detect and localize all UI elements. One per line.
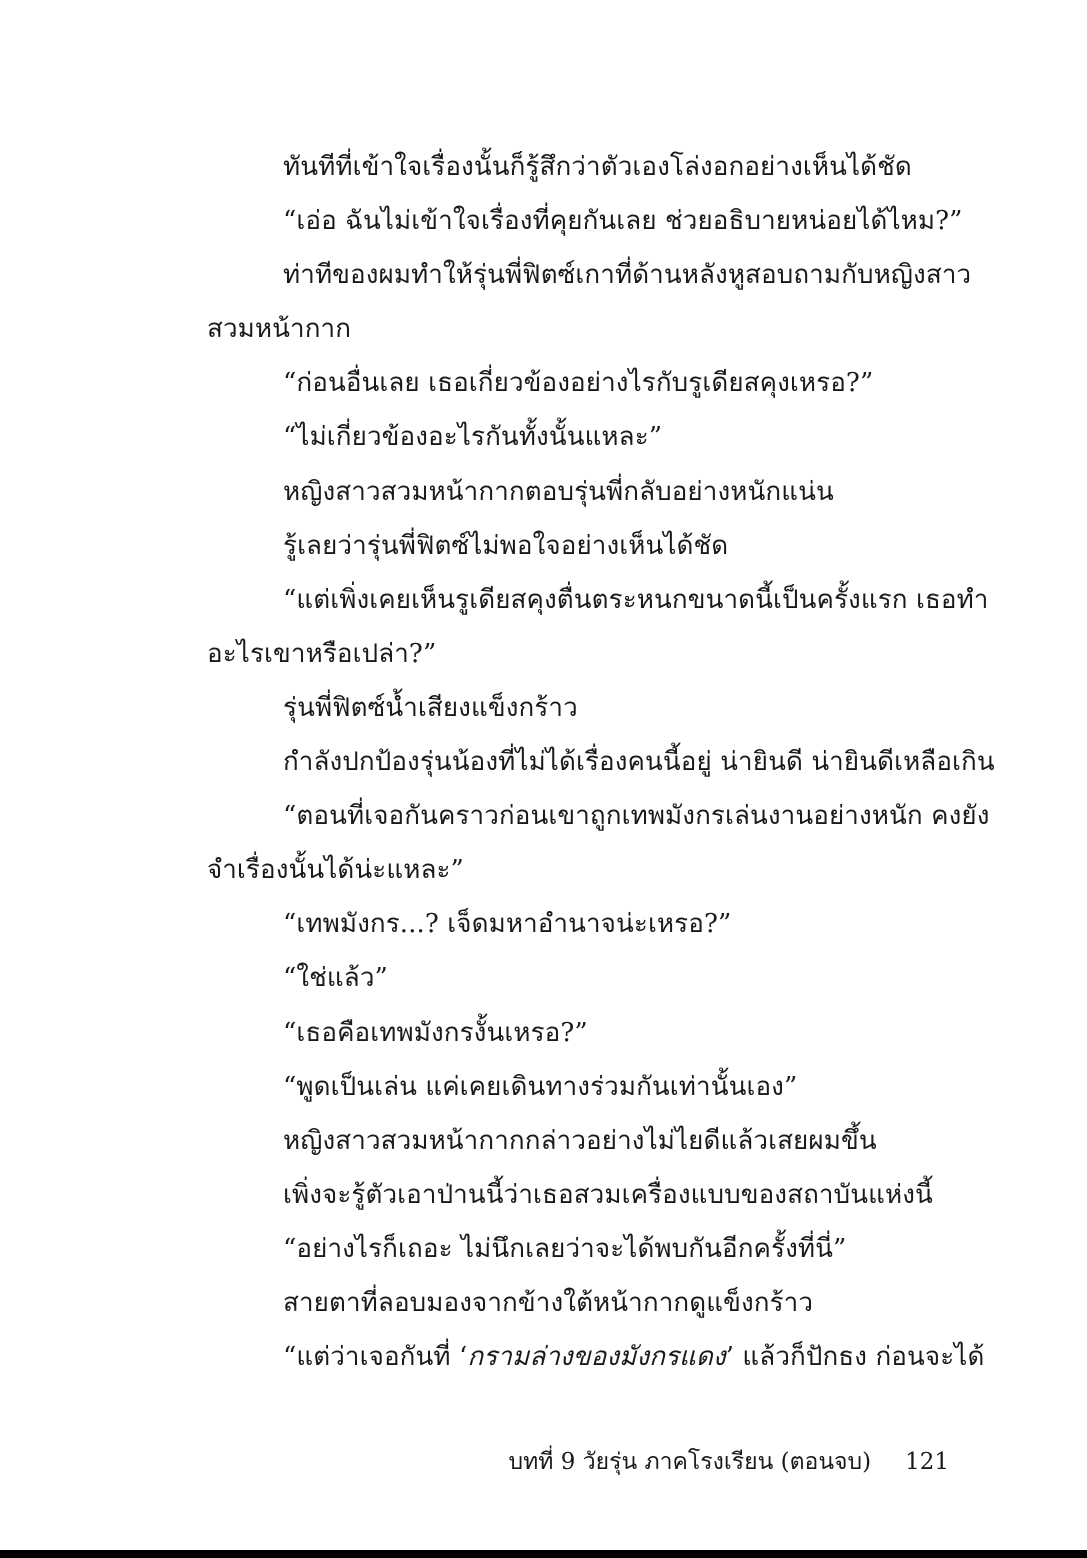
page-number: 121 <box>905 1449 949 1475</box>
paragraph-line: อะไรเขาหรือเปล่า?” <box>207 638 437 669</box>
paragraph-line: สายตาที่ลอบมองจากข้างใต้หน้ากากดูแข็งกร้าว <box>283 1287 814 1318</box>
paragraph-line: รู้เลยว่ารุ่นพี่ฟิตซ์ไม่พอใจอย่างเห็นได้ชัด <box>283 530 729 561</box>
paragraph-line: หญิงสาวสวมหน้ากากตอบรุ่นพี่กลับอย่างหนักแน่น <box>283 476 834 507</box>
paragraph-line: “ใช่แล้ว” <box>283 963 388 994</box>
paragraph-line: “พูดเป็นเล่น แค่เคยเดินทางร่วมกันเท่านั้นเอง” <box>283 1071 798 1102</box>
paragraph-line: เพิ่งจะรู้ตัวเอาป่านนี้ว่าเธอสวมเครื่องแบบของสถาบันแห่งนี้ <box>283 1179 933 1210</box>
paragraph-line: ท่าทีของผมทำให้รุ่นพี่ฟิตซ์เกาที่ด้านหลังหูสอบถามกับหญิงสาว <box>283 260 972 291</box>
paragraph-line-last <box>207 1330 985 1384</box>
paragraph-line: “ตอนที่เจอกันคราวก่อนเขาถูกเทพมังกรเล่นงานอย่างหนัก คงยัง <box>283 801 990 832</box>
italic-place-name: กรามล่างของมังกรแดง <box>467 1342 726 1373</box>
paragraph-line: กำลังปกป้องรุ่นน้องที่ไม่ได้เรื่องคนนี้อยู่ น่ายินดี น่ายินดีเหลือเกิน <box>283 747 995 778</box>
paragraph-line: รุ่นพี่ฟิตซ์น้ำเสียงแข็งกร้าว <box>283 692 578 723</box>
chapter-title: บทที่ 9 วัยรุ่น ภาคโรงเรียน (ตอนจบ) <box>508 1449 872 1475</box>
page-body <box>207 140 995 1384</box>
paragraph-line: “ไม่เกี่ยวข้องอะไรกันทั้งนั้นแหละ” <box>283 422 663 453</box>
paragraph-line: “แต่เพิ่งเคยเห็นรูเดียสคุงตื่นตระหนกขนาดนี้เป็นครั้งแรก เธอทำ <box>283 584 989 615</box>
page-footer <box>509 1444 949 1480</box>
paragraph-line: ทันทีที่เข้าใจเรื่องนั้นก็รู้สึกว่าตัวเองโล่งอกอย่างเห็นได้ชัด <box>283 152 912 182</box>
last-line-end: ’ แล้วก็ปักธง ก่อนจะได้ <box>725 1342 985 1373</box>
paragraph-line: หญิงสาวสวมหน้ากากกล่าวอย่างไม่ไยดีแล้วเสยผมขึ้น <box>283 1125 877 1156</box>
bottom-border <box>0 1550 1087 1558</box>
paragraph-line: สวมหน้ากาก <box>207 314 352 345</box>
paragraph-line: “เอ่อ ฉันไม่เข้าใจเรื่องที่คุยกันเลย ช่วยอธิบายหน่อยได้ไหม?” <box>283 206 963 237</box>
paragraph-line: “ก่อนอื่นเลย เธอเกี่ยวข้องอย่างไรกับรูเดียสคุงเหรอ?” <box>283 368 874 399</box>
paragraph-line: “เธอคือเทพมังกรงั้นเหรอ?” <box>283 1017 588 1048</box>
paragraph-line: “อย่างไรก็เถอะ ไม่นึกเลยว่าจะได้พบกันอีกครั้งที่นี่” <box>283 1233 847 1264</box>
paragraph-line: “เทพมังกร...? เจ็ดมหาอำนาจน่ะเหรอ?” <box>283 909 732 940</box>
last-line-start: “แต่ว่าเจอกันที่ ‘ <box>283 1342 468 1373</box>
paragraph-line: จำเรื่องนั้นได้น่ะแหละ” <box>207 855 464 886</box>
